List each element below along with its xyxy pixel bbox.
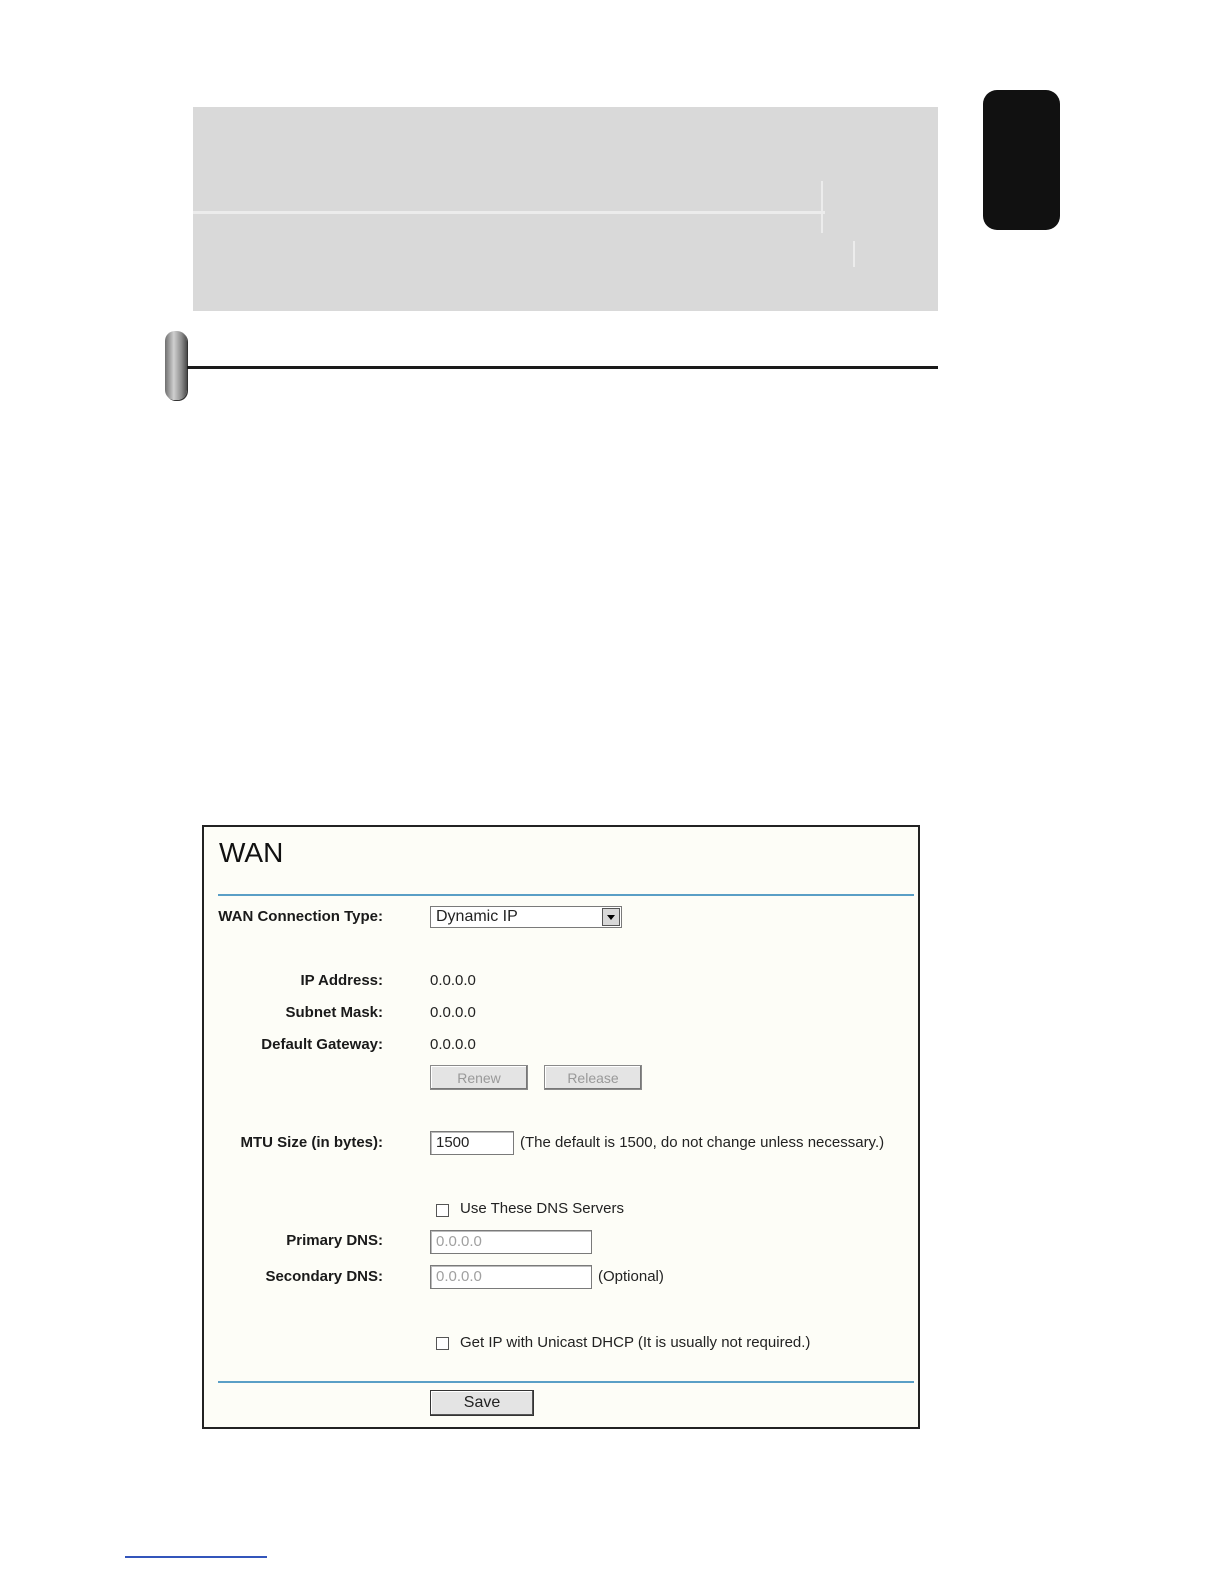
top-divider — [218, 894, 914, 896]
subnet-mask-value: 0.0.0.0 — [430, 1004, 476, 1021]
release-button[interactable]: Release — [544, 1065, 642, 1090]
primary-dns-input[interactable]: 0.0.0.0 — [430, 1230, 592, 1254]
default-gateway-label: Default Gateway: — [261, 1036, 383, 1053]
secondary-dns-label: Secondary DNS: — [265, 1268, 383, 1285]
unicast-dhcp-checkbox[interactable] — [436, 1337, 449, 1350]
chapter-side-tab — [983, 90, 1060, 230]
default-gateway-value: 0.0.0.0 — [430, 1036, 476, 1053]
mtu-size-hint: (The default is 1500, do not change unless necessary.) — [520, 1134, 885, 1151]
primary-dns-label: Primary DNS: — [286, 1232, 383, 1249]
note-box-faint-tick — [853, 241, 855, 267]
wan-connection-type-label: WAN Connection Type: — [218, 908, 383, 925]
wan-connection-type-value: Dynamic IP — [436, 908, 518, 925]
secondary-dns-hint: (Optional) — [598, 1268, 664, 1285]
mtu-size-label: MTU Size (in bytes): — [240, 1134, 383, 1151]
save-button[interactable]: Save — [430, 1390, 534, 1416]
chevron-down-icon[interactable] — [602, 908, 620, 926]
unicast-dhcp-label: Get IP with Unicast DHCP (It is usually not required.) — [460, 1334, 811, 1351]
footer-link-underline[interactable] — [125, 1556, 267, 1558]
section-marker-icon — [165, 331, 187, 400]
note-box — [193, 107, 938, 311]
note-box-faint-line — [193, 211, 825, 214]
subnet-mask-label: Subnet Mask: — [285, 1004, 383, 1021]
wan-connection-type-select[interactable] — [430, 906, 622, 928]
use-dns-servers-label: Use These DNS Servers — [460, 1200, 624, 1217]
bottom-divider — [218, 1381, 914, 1383]
ip-address-value: 0.0.0.0 — [430, 972, 476, 989]
page-title: WAN — [219, 837, 284, 868]
note-box-faint-tick — [821, 181, 823, 233]
renew-button[interactable]: Renew — [430, 1065, 528, 1090]
mtu-size-input[interactable]: 1500 — [430, 1131, 514, 1155]
wan-settings-panel — [202, 825, 920, 1429]
section-divider — [187, 366, 938, 369]
secondary-dns-input[interactable]: 0.0.0.0 — [430, 1265, 592, 1289]
use-dns-servers-checkbox[interactable] — [436, 1204, 449, 1217]
ip-address-label: IP Address: — [300, 972, 383, 989]
